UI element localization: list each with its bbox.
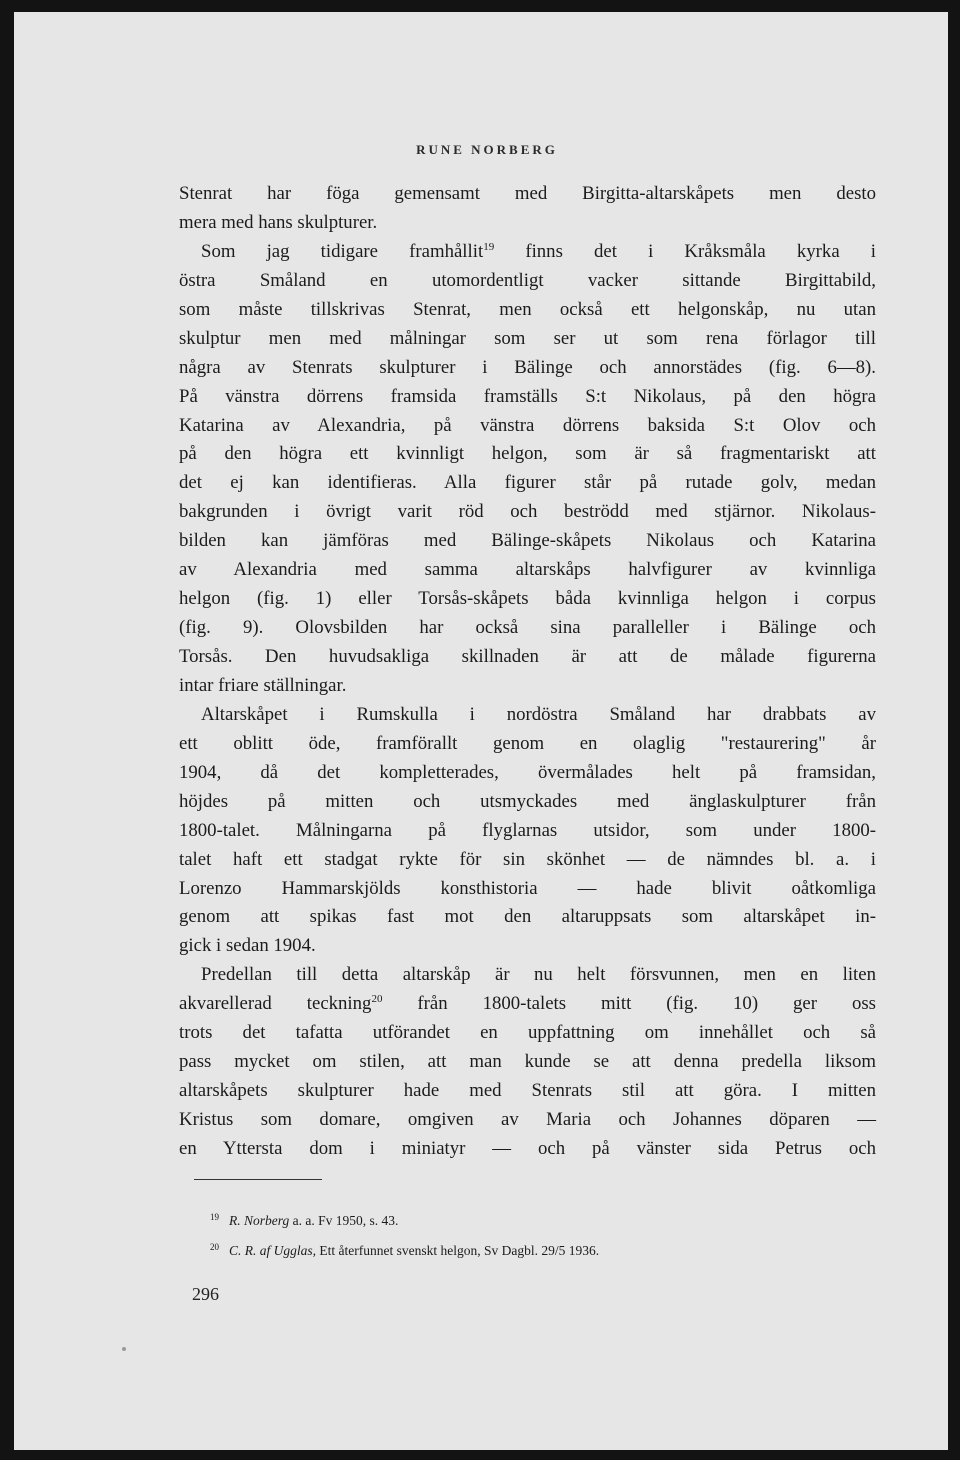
text-line: på den högra ett kvinnligt helgon, som är så fragmentariskt att xyxy=(179,443,876,465)
text-line: Stenrat har föga gemensamt med Birgitta-altarskåpets men desto xyxy=(179,183,876,204)
text-line: östra Småland en utomordentligt vacker sittande Birgittabild, xyxy=(179,269,876,291)
text-line: talet haft ett stadgat rykte för sin skönhet — de nämndes bl. a. i xyxy=(179,848,876,870)
text-line: trots det tafatta utförandet en uppfattning om innehållet och så xyxy=(179,1022,876,1044)
text-line: ett oblitt öde, framförallt genom en olaglig "restaurering" år xyxy=(179,732,876,754)
text-line: akvarellerad teckning$^{20}$ från 1800-talets mitt (fig. 10) ger oss xyxy=(179,993,876,1015)
text-line: (fig. 9). Olovsbilden har också sina paralleller i Bälinge och xyxy=(179,617,876,639)
footnote xyxy=(210,1234,870,1264)
running-head: RUNE NORBERG xyxy=(416,142,558,157)
text-line: genom att spikas fast mot den altaruppsats som altarskåpet in- xyxy=(179,906,876,928)
scan-speck xyxy=(122,1347,126,1351)
text-line: skulptur men med målningar som ser ut som rena förlagor till xyxy=(179,327,876,349)
footnote xyxy=(210,1204,870,1234)
text-line: pass mycket om stilen, att man kunde se att denna predella liksom xyxy=(179,1051,876,1073)
text-line: Lorenzo Hammarskjölds konsthistoria — hade blivit oåtkomliga xyxy=(179,877,876,899)
text-line: gick i sedan 1904. xyxy=(179,935,316,957)
text-line: altarskåpets skulpturer hade med Stenrats stil att göra. I mitten xyxy=(179,1080,876,1102)
text-line: höjdes på mitten och utsmyckades med änglaskulpturer från xyxy=(179,790,876,812)
footnote-text: C. R. af Ugglas, Ett återfunnet svenskt helgon, Sv Dagbl. 29/5 1936. xyxy=(229,1243,600,1258)
text-line: mera med hans skulpturer. xyxy=(179,211,378,233)
text-line: en Yttersta dom i miniatyr — och på vänster sida Petrus och xyxy=(179,1137,876,1159)
footnote-number: 20 xyxy=(210,1242,219,1252)
text-line: 1904, då det kompletterades, övermålades helt på framsidan, xyxy=(179,761,876,783)
footnote-text: R. Norberg a. a. Fv 1950, s. 43. xyxy=(229,1213,399,1228)
text-line: helgon (fig. 1) eller Torsås-skåpets båda kvinnliga helgon i corpus xyxy=(179,588,876,610)
text-line: några av Stenrats skulpturer i Bälinge och annorstädes (fig. 6—8). xyxy=(179,356,876,378)
text-line: av Alexandria med samma altarskåps halvfigurer av kvinnliga xyxy=(179,559,876,581)
text-line: Altarskåpet i Rumskulla i nordöstra Småland har drabbats av xyxy=(201,703,876,725)
text-line: Som jag tidigare framhållit$^{19}$ finns det i Kråksmåla kyrka i xyxy=(201,240,876,262)
text-line: som måste tillskrivas Stenrat, men också ett helgonskåp, nu utan xyxy=(179,298,876,320)
text-line: Torsås. Den huvudsakliga skillnaden är att de målade figurerna xyxy=(179,646,876,667)
text-line: Katarina av Alexandria, på vänstra dörrens baksida S:t Olov och xyxy=(179,414,876,436)
text-line: intar friare ställningar. xyxy=(179,674,347,696)
footnote-number: 19 xyxy=(210,1212,219,1222)
text-line: Kristus som domare, omgiven av Maria och Johannes döparen — xyxy=(179,1109,876,1130)
text-line: På vänstra dörrens framsida framställs S:t Nikolaus, på den högra xyxy=(179,385,876,407)
text-line: bilden kan jämföras med Bälinge-skåpets Nikolaus och Katarina xyxy=(179,530,876,552)
text-line: det ej kan identifieras. Alla figurer står på rutade golv, medan xyxy=(179,472,876,494)
footnote-rule xyxy=(194,1179,322,1180)
document-page xyxy=(14,12,948,1450)
body-text xyxy=(179,180,876,1164)
text-line: Predellan till detta altarskåp är nu helt försvunnen, men en liten xyxy=(201,964,876,986)
page-number: 296 xyxy=(192,1284,219,1304)
footnotes xyxy=(210,1204,870,1264)
text-line: bakgrunden i övrigt varit röd och beströdd med stjärnor. Nikolaus- xyxy=(179,501,876,523)
text-line: 1800-talet. Målningarna på flyglarnas utsidor, som under 1800- xyxy=(179,819,876,841)
